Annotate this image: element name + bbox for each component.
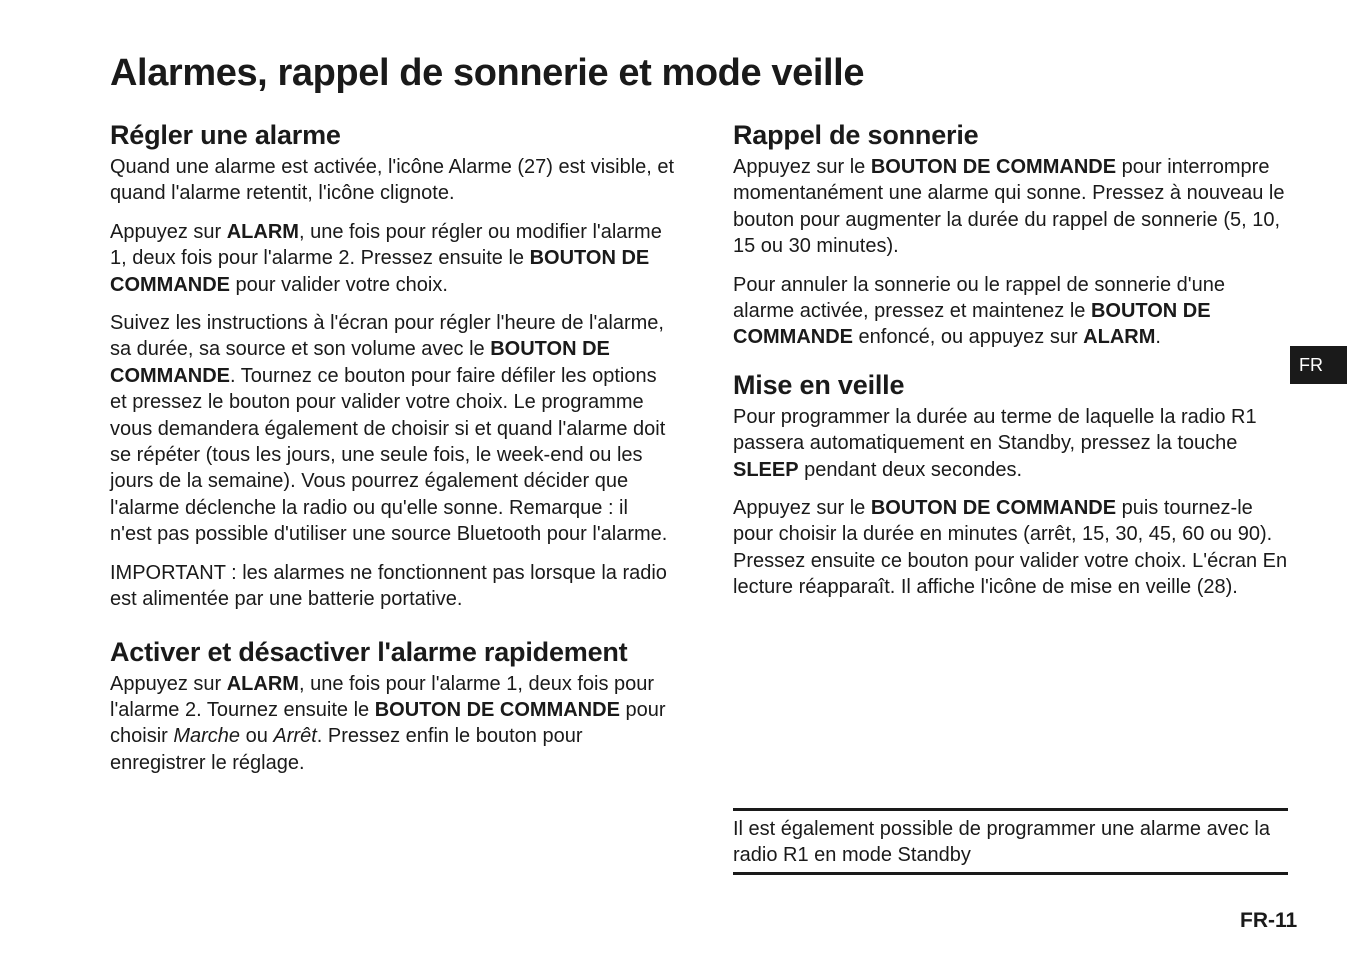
bold-term: BOUTON DE COMMANDE [110,338,610,387]
page-number: FR-11 [1240,909,1298,932]
bold-term: BOUTON DE COMMANDE [110,247,650,296]
left-column [110,118,675,798]
italic-term: Marche [173,725,241,748]
bold-term: ALARM [226,220,299,243]
note-box [733,808,1288,875]
section-heading: Rappel de sonnerie [733,120,979,150]
section-heading: Activer et désactiver l'alarme rapidement [110,636,628,667]
page-title: Alarmes, rappel de sonnerie et mode veille [110,52,865,94]
note-text: Il est également possible de programmer une alarme avec la radio R1 en mode Standby [733,818,1270,867]
italic-term: Arrêt [273,725,317,748]
section-snooze [733,118,1288,351]
bold-term: BOUTON DE COMMANDE [733,300,1211,349]
bold-term: SLEEP [733,458,799,481]
paragraph: Appuyez sur le BOUTON DE COMMANDE puis tournez-le pour choisir la durée en minutes (arrêt, 15, 30, 45, 60 ou 90). Pressez ensuite ce bouton pour valider votre choix. L'écran En lecture réapparaît. Il affiche l'icône de mise en veille (28). [733,497,1288,599]
section-quick-toggle [110,635,675,777]
language-tab: FR [1290,346,1347,384]
paragraph: Suivez les instructions à l'écran pour régler l'heure de l'alarme, sa durée, sa source et son volume avec le BOUTON DE COMMANDE. Tournez ce bouton pour faire défiler les options et pressez le bouton pour valider votre choix. Le programme vous demandera également de choisir si et quand l'alarme doit se répéter (tous les jours, une seule fois, le week-end ou les jours de la semaine). Vous pourrez également décider que l'alarme déclenche la radio ou qu'elle sonne. Remarque : il n'est pas possible d'utiliser une source Bluetooth pour l'alarme. [110,312,668,546]
paragraph: Appuyez sur ALARM, une fois pour régler ou modifier l'alarme 1, deux fois pour l'alarme 2. Pressez ensuite le BOUTON DE COMMANDE pour valider votre choix. [110,220,662,296]
paragraph: Quand une alarme est activée, l'icône Alarme (27) est visible, et quand l'alarme retentit, l'icône clignote. [110,156,675,205]
bold-term: ALARM [226,672,299,695]
bold-term: BOUTON DE COMMANDE [870,497,1117,520]
section-set-alarm [110,118,675,613]
section-sleep [733,368,1288,601]
section-heading: Régler une alarme [110,120,341,150]
section-heading: Mise en veille [733,369,905,400]
paragraph: IMPORTANT : les alarmes ne fonctionnent pas lorsque la radio est alimentée par une batterie portative. [110,561,667,611]
paragraph: Appuyez sur le BOUTON DE COMMANDE pour interrompre momentanément une alarme qui sonne. Pressez à nouveau le bouton pour augmenter la durée du rappel de sonnerie (5, 10, 15 ou 30 minutes). [733,156,1285,258]
paragraph: Appuyez sur ALARM, une fois pour l'alarme 1, deux fois pour l'alarme 2. Tournez ensuite le BOUTON DE COMMANDE pour choisir Marche ou Arrêt. Pressez enfin le bouton pour enregistrer le réglage. [110,672,666,774]
bold-term: ALARM [1083,326,1156,349]
paragraph: Pour programmer la durée au terme de laquelle la radio R1 passera automatiquement en Standby, pressez la touche SLEEP pendant deux secondes. [733,405,1257,481]
paragraph: Pour annuler la sonnerie ou le rappel de sonnerie d'une alarme activée, pressez et maintenez le BOUTON DE COMMANDE enfoncé, ou appuyez sur ALARM. [733,273,1225,349]
bold-term: BOUTON DE COMMANDE [870,156,1117,178]
right-column [733,118,1288,618]
bold-term: BOUTON DE COMMANDE [374,698,620,721]
